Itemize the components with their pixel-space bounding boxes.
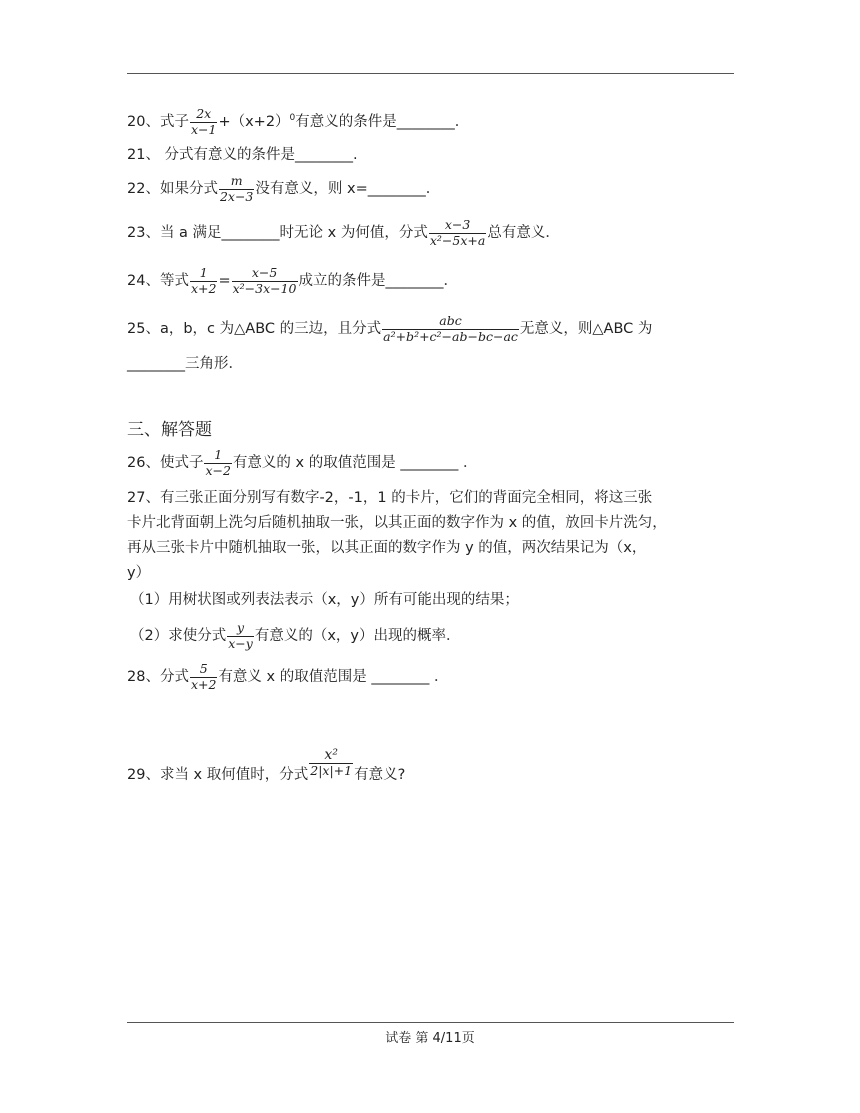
- sub-question-1: （1）用树状图或列表法表示（x，y）所有可能出现的结果；: [130, 592, 519, 608]
- top-rule: [127, 73, 734, 74]
- fraction-numerator: abc: [439, 313, 462, 328]
- question-27-text: 27、有三张正面分别写有数字-2，-1，1 的卡片，它们的背面完全相同，将这三张: [127, 490, 653, 506]
- fraction-numerator: 1: [214, 447, 223, 462]
- question-27-text: y）: [127, 565, 151, 581]
- question-27-line-1: [127, 488, 652, 508]
- question-20: [127, 108, 469, 136]
- fraction-numerator: x−5: [251, 265, 278, 280]
- page-footer: [0, 1027, 860, 1046]
- question-26: [127, 449, 477, 477]
- question-22-tail: 没有意义，则 x=________．: [255, 181, 441, 197]
- sub-question-2-tail: 有意义的（x，y）出现的概率．: [254, 628, 461, 644]
- section-title: 三、解答题: [127, 420, 212, 440]
- fraction-numerator: x−3: [444, 217, 471, 232]
- question-20-term: +（x+2）: [218, 114, 290, 130]
- fraction-numerator: y: [237, 620, 245, 635]
- question-20-prefix: 20、式子: [127, 114, 189, 130]
- question-28-tail: 有意义 x 的取值范围是 ________ ．: [218, 669, 449, 685]
- question-28-prefix: 28、分式: [127, 669, 189, 685]
- question-22: [127, 175, 440, 203]
- fraction-numerator: 1: [199, 265, 208, 280]
- fraction-numerator: 5: [199, 661, 208, 676]
- question-23-prefix: 23、当 a 满足________时无论 x 为何值，分式: [127, 225, 428, 241]
- question-26-tail: 有意义的 x 的取值范围是 ________ ．: [232, 455, 478, 471]
- question-25-continuation: ________三角形．: [127, 356, 243, 372]
- question-27-text: 再从三张卡片中随机抽取一张，以其正面的数字作为 y 的值，两次结果记为（x，: [127, 540, 647, 556]
- question-25-prefix: 25、a，b，c 为△ABC 的三边，且分式: [127, 321, 382, 337]
- question-26-prefix: 26、使式子: [127, 455, 204, 471]
- fraction: [309, 748, 353, 778]
- question-24: [127, 267, 458, 295]
- question-29-prefix: 29、求当 x 取何值时，分式: [127, 767, 309, 783]
- fraction-denominator: x+2: [190, 280, 217, 296]
- fraction: [429, 219, 486, 247]
- question-23-tail: 总有意义．: [487, 225, 560, 241]
- exponent: 0: [289, 113, 296, 124]
- fraction-denominator: x−1: [190, 121, 217, 137]
- fraction-denominator: x−y: [228, 635, 253, 651]
- question-29: [127, 748, 405, 785]
- question-27-sub-1: [130, 590, 519, 610]
- question-25-line-2: [127, 354, 243, 374]
- question-27-sub-2: [130, 622, 461, 650]
- question-27-line-2: [127, 513, 667, 533]
- fraction: [227, 622, 254, 650]
- question-27-line-4: [127, 563, 150, 583]
- fraction-denominator: x²−5x+a: [429, 232, 486, 248]
- question-21-text: 21、 分式有意义的条件是________.: [127, 147, 358, 163]
- question-28: [127, 663, 448, 691]
- fraction-denominator: a²+b²+c²−ab−bc−ac: [383, 328, 518, 344]
- bottom-rule: [127, 1022, 734, 1023]
- fraction-denominator: x−2: [205, 462, 231, 478]
- question-25-tail: 无意义，则△ABC 为: [519, 321, 653, 337]
- fraction-denominator: x+2: [190, 676, 217, 692]
- section-heading: [127, 415, 212, 440]
- question-24-tail: 成立的条件是________．: [298, 273, 459, 289]
- fraction: [190, 663, 217, 691]
- question-20-tail: 有意义的条件是________．: [295, 114, 470, 130]
- equals-sign: =: [218, 273, 231, 289]
- page-number: 试卷 第 4/11页: [385, 1031, 475, 1046]
- fraction: [219, 175, 254, 203]
- fraction-numerator: 2x: [196, 106, 212, 121]
- question-27-line-3: [127, 538, 646, 558]
- fraction-numerator: m: [230, 173, 243, 188]
- fraction-denominator: x²−3x−10: [232, 280, 297, 296]
- fraction-denominator: 2x−3: [219, 188, 254, 204]
- fraction-right: [232, 267, 298, 295]
- fraction-denominator: 2|x|+1: [310, 763, 353, 778]
- question-25: [127, 315, 652, 343]
- question-27-text: 卡片北背面朝上洗匀后随机抽取一张，以其正面的数字作为 x 的值，放回卡片洗匀，: [127, 515, 667, 531]
- fraction-numerator: x²: [324, 747, 338, 763]
- question-21: [127, 145, 358, 165]
- fraction: [382, 315, 519, 343]
- fraction: [204, 449, 231, 477]
- question-29-tail: 有意义?: [354, 767, 406, 783]
- fraction-left: [190, 267, 217, 295]
- question-22-prefix: 22、如果分式: [127, 181, 218, 197]
- fraction: [190, 108, 217, 136]
- question-23: [127, 219, 560, 247]
- question-24-prefix: 24、等式: [127, 273, 189, 289]
- sub-question-2-prefix: （2）求使分式: [130, 628, 227, 644]
